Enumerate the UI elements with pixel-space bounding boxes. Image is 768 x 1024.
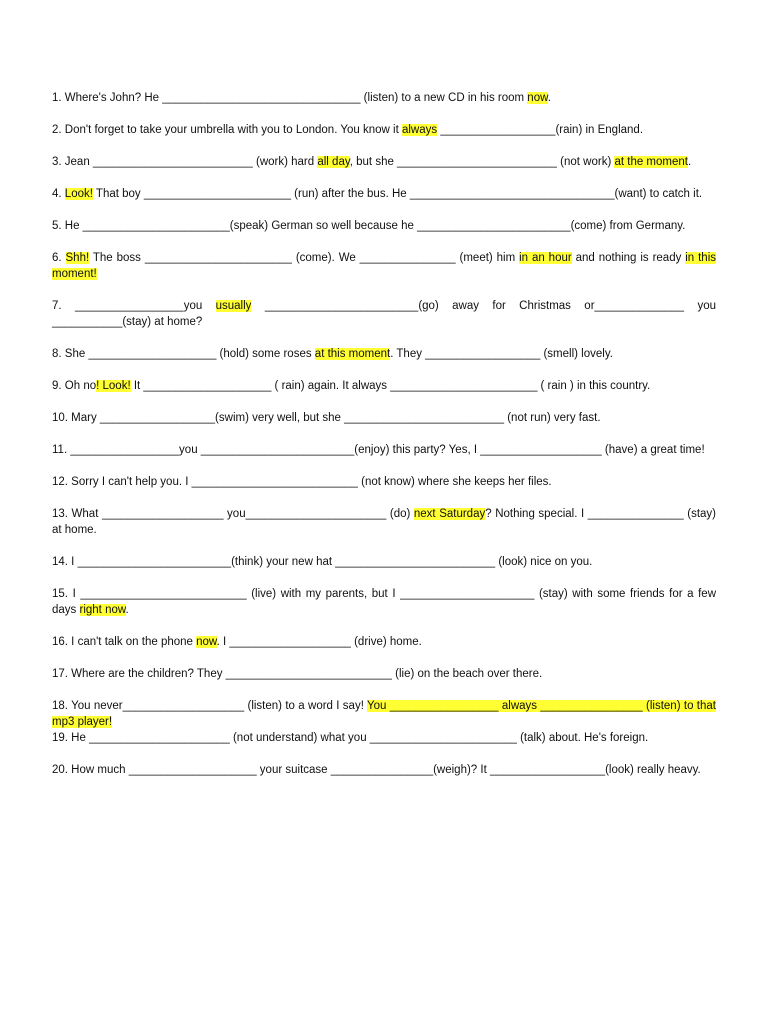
item-text: 12. Sorry I can't help you. I __________________________ (not know) where she keeps her files. bbox=[52, 476, 552, 488]
highlighted-text: next Saturday bbox=[413, 508, 486, 520]
exercise-item-11 bbox=[52, 442, 716, 458]
exercise-item-10 bbox=[52, 410, 716, 426]
item-text: 1. Where's John? He _______________________________ (listen) to a new CD in his room bbox=[52, 92, 528, 104]
item-text: ________________________(go) away for Christmas or______________ you ___________(stay) at home? bbox=[52, 300, 716, 328]
exercise-item-2 bbox=[52, 122, 716, 138]
item-text: 18. You never___________________ (listen) to a word I say! bbox=[52, 700, 368, 712]
item-text: 14. I ________________________(think) your new hat _________________________ (look) nice on you. bbox=[52, 556, 593, 568]
exercise-item-14 bbox=[52, 554, 716, 570]
highlighted-text: ! Look! bbox=[96, 380, 131, 392]
exercise-item-20 bbox=[52, 762, 716, 778]
exercise-item-9 bbox=[52, 378, 716, 394]
item-text: 4. bbox=[52, 188, 65, 200]
item-text: 6. bbox=[52, 252, 66, 264]
item-text: 3. Jean _________________________ (work) hard bbox=[52, 156, 318, 168]
item-text: . I ___________________ (drive) home. bbox=[216, 636, 422, 648]
item-text: The boss _______________________ (come). We _______________ (meet) him bbox=[89, 252, 520, 264]
item-text: 8. She ____________________ (hold) some roses bbox=[52, 348, 315, 360]
item-text: , but she _________________________ (not work) bbox=[349, 156, 615, 168]
highlighted-text: now bbox=[196, 636, 217, 648]
exercise-item-17 bbox=[52, 666, 716, 682]
item-text: 16. I can't talk on the phone bbox=[52, 636, 197, 648]
item-text: . bbox=[687, 156, 692, 168]
item-text: 15. I __________________________ (live) with my parents, but I _____________________ (stay) with some friends for a few days bbox=[52, 588, 716, 616]
item-text: That boy _______________________ (run) after the bus. He ________________________________(want) to catch it. bbox=[92, 188, 703, 200]
item-text: 2. Don't forget to take your umbrella with you to London. You know it bbox=[52, 124, 402, 136]
item-text: 20. How much ____________________ your suitcase ________________(weigh)? It __________________(look) really heavy. bbox=[52, 764, 701, 776]
highlighted-text: at this moment bbox=[314, 348, 391, 360]
exercise-item-5 bbox=[52, 218, 716, 234]
item-text: 17. Where are the children? They __________________________ (lie) on the beach over there. bbox=[52, 668, 543, 680]
exercise-list bbox=[52, 90, 716, 778]
highlighted-text: now bbox=[527, 92, 548, 104]
item-text: 10. Mary __________________(swim) very well, but she _________________________ (not run) very fast. bbox=[52, 412, 601, 424]
exercise-item-3 bbox=[52, 154, 716, 170]
highlighted-text: always bbox=[401, 124, 438, 136]
exercise-item-16 bbox=[52, 634, 716, 650]
item-text: 5. He _______________________(speak) German so well because he ________________________(come) from Germany. bbox=[52, 220, 686, 232]
item-text: and nothing is ready bbox=[571, 252, 686, 264]
exercise-item-18 bbox=[52, 698, 716, 730]
item-text: 13. What ___________________ you______________________ (do) bbox=[52, 508, 414, 520]
exercise-item-15 bbox=[52, 586, 716, 618]
item-text: It ____________________ ( rain) again. It always _______________________ ( rain ) in this country. bbox=[130, 380, 651, 392]
exercise-item-19 bbox=[52, 730, 716, 746]
exercise-item-1 bbox=[52, 90, 716, 106]
item-text: . They __________________ (smell) lovely. bbox=[390, 348, 613, 360]
highlighted-text: all day bbox=[317, 156, 350, 168]
highlighted-text: at the moment bbox=[614, 156, 688, 168]
highlighted-text: usually bbox=[215, 300, 252, 312]
item-text: 9. Oh no bbox=[52, 380, 97, 392]
item-text: 19. He ______________________ (not understand) what you _______________________ (talk) about. He's foreign. bbox=[52, 732, 649, 744]
item-text: ? Nothing special. I _______________ (stay) at home. bbox=[52, 508, 716, 536]
highlighted-text: in an hour bbox=[519, 252, 572, 264]
highlighted-text: You _________________ always ________________ (listen) to that mp3 player! bbox=[52, 700, 716, 728]
item-text: . bbox=[547, 92, 551, 104]
exercise-item-6 bbox=[52, 250, 716, 282]
highlighted-text: Look! bbox=[64, 188, 93, 200]
item-text: __________________(rain) in England. bbox=[437, 124, 644, 136]
item-text: 11. _________________you ________________________(enjoy) this party? Yes, I ___________________ (have) a great time! bbox=[52, 444, 705, 456]
highlighted-text: Shh! bbox=[65, 252, 90, 264]
highlighted-text: right now bbox=[79, 604, 126, 616]
item-text: . bbox=[125, 604, 129, 616]
exercise-item-12 bbox=[52, 474, 716, 490]
highlighted-text: in this moment! bbox=[52, 252, 717, 280]
exercise-item-7 bbox=[52, 298, 716, 330]
item-text: 7. _________________you bbox=[52, 300, 216, 312]
exercise-item-13 bbox=[52, 506, 716, 538]
exercise-item-8 bbox=[52, 346, 716, 362]
exercise-item-4 bbox=[52, 186, 716, 202]
